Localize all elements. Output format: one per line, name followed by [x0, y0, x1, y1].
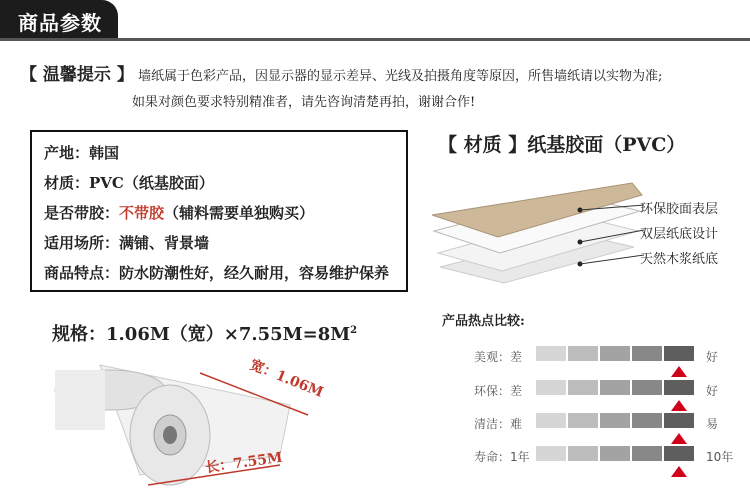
- comparison-row: [474, 346, 744, 366]
- comparison-right-label: 好: [706, 384, 719, 398]
- spec-glue-prefix: 是否带胶：: [44, 204, 120, 222]
- layer-label-2: 双层纸底设计: [640, 227, 719, 242]
- notice-line2: 如果对颜色要求特别精准者，请先咨询清楚再拍，谢谢合作!: [132, 95, 476, 110]
- comparison-bar-segment: [664, 346, 694, 361]
- size-title: [52, 320, 357, 346]
- comparison-bar-segment: [600, 413, 630, 428]
- spec-usage: 适用场所：满铺、背景墙: [44, 234, 210, 252]
- spec-origin: 产地：韩国: [44, 144, 120, 162]
- comparison-level-marker: [671, 433, 687, 444]
- material-layers-illustration: [432, 175, 647, 295]
- spec-glue-suffix: （辅料需要单独购买）: [164, 204, 315, 222]
- comparison-label: 清洁：难: [474, 417, 523, 431]
- comparison-bar-segment: [568, 413, 598, 428]
- comparison-bar-segment: [632, 380, 662, 395]
- size-title-text: 规格：1.06M（宽）×7.55M=8M: [52, 324, 351, 345]
- comparison-row: [474, 380, 744, 400]
- spec-box: [30, 130, 408, 292]
- layer-label-1: 环保胶面表层: [640, 202, 719, 217]
- roll-length-label: 长：7.55M: [204, 449, 284, 477]
- comparison-right-label: 易: [706, 417, 719, 431]
- spec-glue: [44, 202, 314, 223]
- comparison-label: 美观：差: [474, 350, 523, 364]
- comparison-bar-segment: [536, 346, 566, 361]
- material-title: 【 材质 】纸基胶面（PVC）: [438, 134, 686, 156]
- comparison-bar-segment: [600, 380, 630, 395]
- comparison-label: 环保：差: [474, 384, 523, 398]
- comparison-bar-segment: [568, 446, 598, 461]
- comparison-bar-segment: [568, 346, 598, 361]
- comparison-bar-segment: [536, 380, 566, 395]
- spec-glue-value: 不带胶: [119, 204, 165, 222]
- comparison-right-label: 好: [706, 350, 719, 364]
- comparison-right-label: 10年: [706, 450, 734, 464]
- size-sup: 2: [350, 325, 358, 336]
- notice-block: [20, 62, 740, 110]
- header-title: 商品参数: [18, 11, 102, 35]
- comparison-level-marker: [671, 400, 687, 411]
- comparison-bar-segment: [600, 446, 630, 461]
- header-tab: [0, 0, 118, 38]
- roll-width-label: 宽：1.06M: [247, 356, 326, 401]
- comparison-row: [474, 413, 744, 433]
- notice-line1: 墙纸属于色彩产品，因显示器的显示差异、光线及拍摄角度等原因，所售墙纸请以实物为准;: [137, 69, 663, 84]
- comparison-bar-segment: [568, 380, 598, 395]
- spec-material: 材质：PVC（纸基胶面）: [44, 174, 214, 192]
- comparison-bar-segment: [632, 446, 662, 461]
- comparison-bar-segment: [664, 413, 694, 428]
- comparison-title: 产品热点比较:: [442, 314, 525, 329]
- comparison-bar-segment: [632, 346, 662, 361]
- comparison-label: 寿命：1年: [474, 450, 530, 464]
- comparison-bar-segment: [664, 446, 694, 461]
- spec-features: 商品特点：防水防潮性好，经久耐用，容易维护保养: [44, 264, 390, 282]
- comparison-bar-segment: [632, 413, 662, 428]
- layer-label-3: 天然木浆纸底: [640, 252, 719, 267]
- comparison-bar-segment: [536, 446, 566, 461]
- comparison-level-marker: [671, 366, 687, 377]
- comparison-row: [474, 446, 744, 466]
- comparison-bar-segment: [600, 346, 630, 361]
- comparison-bar-segment: [664, 380, 694, 395]
- header-divider: [0, 38, 750, 41]
- comparison-level-marker: [671, 466, 687, 477]
- comparison-bar-segment: [536, 413, 566, 428]
- notice-label: 【 温馨提示 】: [20, 65, 134, 85]
